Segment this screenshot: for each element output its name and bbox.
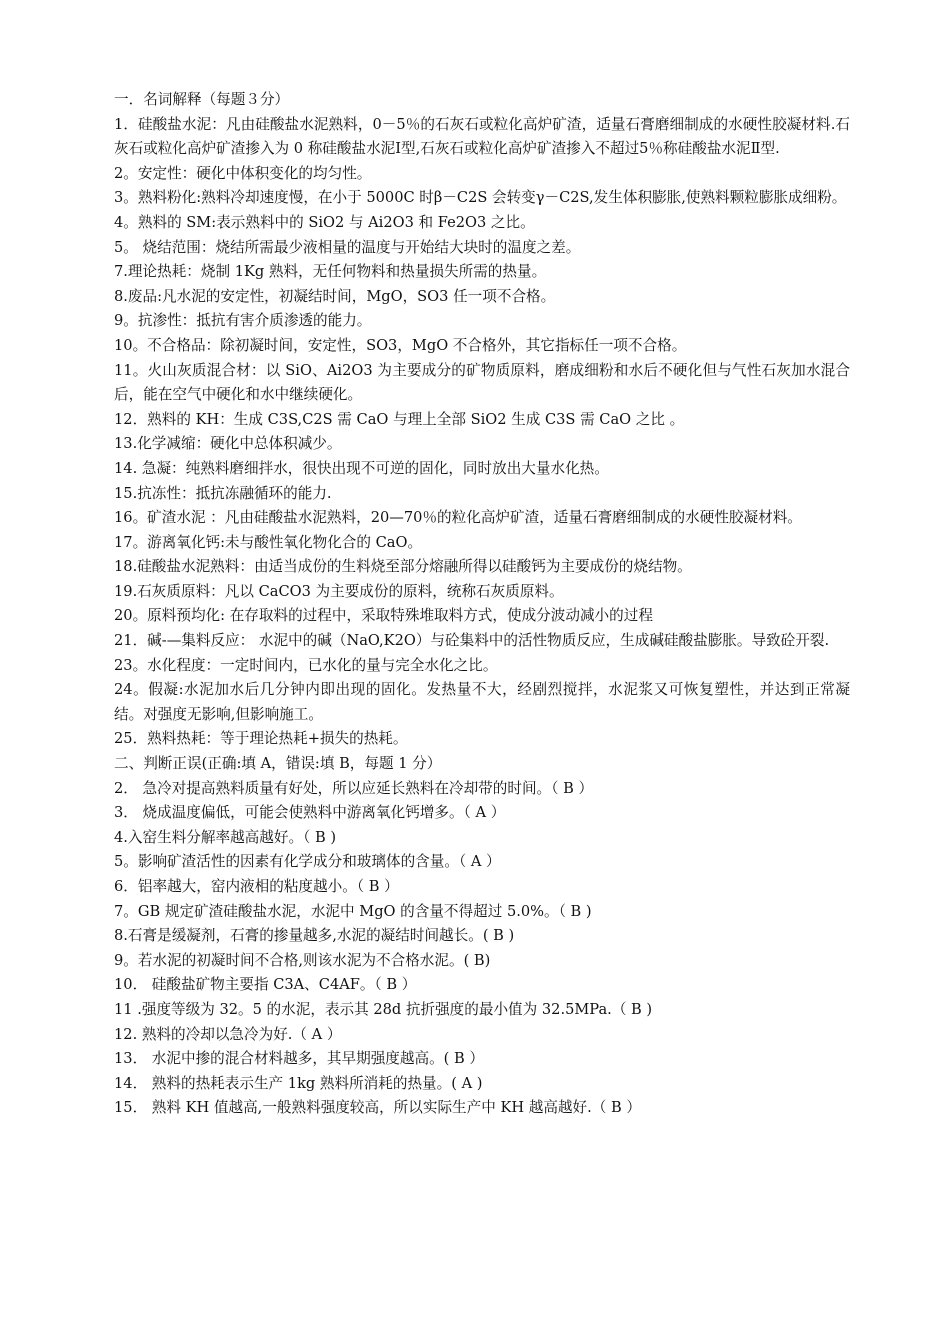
true-false-item: 15． 熟料 KH 值越高,一般熟料强度较高，所以实际生产中 KH 越高越好.（ B ）	[114, 1099, 641, 1117]
definition-item: 21．碱-—集料反应： 水泥中的碱（NaO,K2O）与砼集料中的活性物质反应，生成碱硅酸盐膨胀。导致砼开裂.	[114, 632, 830, 650]
section-heading-true-false: 二、判断正误(正确:填 A，错误:填 B，每题 1 分）	[114, 755, 442, 773]
true-false-item: 2． 急冷对提高熟料质量有好处，所以应延长熟料在冷却带的时间。（ B ）	[114, 779, 594, 797]
definition-item: 12．熟料的 KH：生成 C3S,C2S 需 CaO 与理上全部 SiO2 生成 C3S 需 CaO 之比 。	[114, 410, 685, 428]
definition-item: 20。原料预均化: 在存取料的过程中，采取特殊堆取料方式，使成分波动减小的过程	[114, 607, 653, 625]
definition-item: 14. 急凝：纯熟料磨细拌水，很快出现不可逆的固化，同时放出大量水化热。	[114, 459, 609, 477]
definition-item: 7.理论热耗：烧制 1Kg 熟料，无任何物料和热量损失所需的热量。	[114, 263, 547, 281]
definition-item: 1．硅酸盐水泥：凡由硅酸盐水泥熟料，0－5％的石灰石或粒化高炉矿渣，适量石膏磨细制成的水硬性胶凝材料.石灰石或粒化高炉矿渣掺入为 0 称硅酸盐水泥Ⅰ型,石灰石或粒化高炉矿渣掺入不超过5％称硅酸盐水泥Ⅱ型.	[114, 115, 850, 158]
definition-item: 11。火山灰质混合材：以 SiO、Ai2O3 为主要成分的矿物质原料，磨成细粉和水后不硬化但与气性石灰加水混合后，能在空气中硬化和水中继续硬化。	[114, 361, 850, 404]
definition-item: 15.抗冻性：抵抗冻融循环的能力.	[114, 484, 332, 502]
definition-item: 2。安定性：硬化中体积变化的均匀性。	[114, 164, 372, 182]
true-false-item: 7。GB 规定矿渣硅酸盐水泥，水泥中 MgO 的含量不得超过 5.0%。（ B )	[114, 902, 592, 920]
definition-item: 10。不合格品：除初凝时间，安定性，SO3，MgO 不合格外，其它指标任一项不合格。	[114, 336, 687, 354]
definition-item: 4。熟料的 SM:表示熟料中的 SiO2 与 Ai2O3 和 Fe2O3 之比。	[114, 213, 535, 231]
definition-item: 23。水化程度：一定时间内，已水化的量与完全水化之比。	[114, 656, 498, 674]
definition-item: 25．熟料热耗：等于理论热耗+损失的热耗。	[114, 730, 408, 748]
definition-item: 8.废品:凡水泥的安定性，初凝结时间，MgO，SO3 任一项不合格。	[114, 287, 556, 305]
definition-item: 16。矿渣水泥 ：凡由硅酸盐水泥熟料，20—70％的粒化高炉矿渣，适量石膏磨细制成的水硬性胶凝材料。	[114, 509, 802, 527]
definition-item: 24。假凝:水泥加水后几分钟内即出现的固化。发热量不大，经剧烈搅拌，水泥浆又可恢复塑性，并达到正常凝结。对强度无影响,但影响施工。	[114, 681, 850, 723]
definition-item: 19.石灰质原料：凡以 CaCO3 为主要成份的原料，统称石灰质原料。	[114, 582, 564, 600]
definition-item: 9。抗渗性：抵抗有害介质渗透的能力。	[114, 312, 372, 330]
true-false-item: 14． 熟料的热耗表示生产 1kg 熟料所消耗的热量。( A )	[114, 1074, 483, 1092]
true-false-item: 9。若水泥的初凝时间不合格,则该水泥为不合格水泥。( B)	[114, 951, 491, 969]
true-false-item: 5。影响矿渣活性的因素有化学成分和玻璃体的含量。（ A ）	[114, 853, 501, 871]
definition-item: 5。 烧结范围：烧结所需最少液相量的温度与开始结大块时的温度之差。	[114, 238, 581, 256]
true-false-item: 4.入窑生料分解率越高越好。（ B )	[114, 828, 337, 846]
true-false-item: 12. 熟料的冷却以急冷为好.（ A ）	[114, 1025, 342, 1043]
true-false-item: 3． 烧成温度偏低，可能会使熟料中游离氧化钙增多。（ A ）	[114, 804, 506, 822]
true-false-item: 6．铝率越大，窑内液相的粘度越小。（ B ）	[114, 878, 399, 895]
definition-item: 3。熟料粉化:熟料冷却速度慢，在小于 5000C 时β－C2S 会转变γ－C2S,发生体积膨胀,使熟料颗粒膨胀成细粉。	[114, 189, 847, 207]
true-false-item: 13． 水泥中掺的混合材料越多，其早期强度越高。( B ）	[114, 1050, 484, 1068]
definition-item: 13.化学减缩：硬化中总体积减少。	[114, 435, 342, 453]
definition-item: 17。游离氧化钙:未与酸性氧化物化合的 CaO。	[114, 533, 423, 551]
section-heading-definitions: 一．名词解释（每题３分）	[114, 91, 290, 108]
document-page	[114, 88, 850, 1121]
true-false-item: 8.石膏是缓凝剂，石膏的掺量越多,水泥的凝结时间越长。( B )	[114, 927, 515, 945]
true-false-item: 11 .强度等级为 32。5 的水泥，表示其 28d 抗折强度的最小值为 32.5MPa.（ B )	[114, 1000, 653, 1018]
true-false-item: 10． 硅酸盐矿物主要指 C3A、C4AF。（ B ）	[114, 976, 417, 994]
definition-item: 18.硅酸盐水泥熟料：由适当成份的生料烧至部分熔融所得以硅酸钙为主要成份的烧结物。	[114, 558, 692, 576]
